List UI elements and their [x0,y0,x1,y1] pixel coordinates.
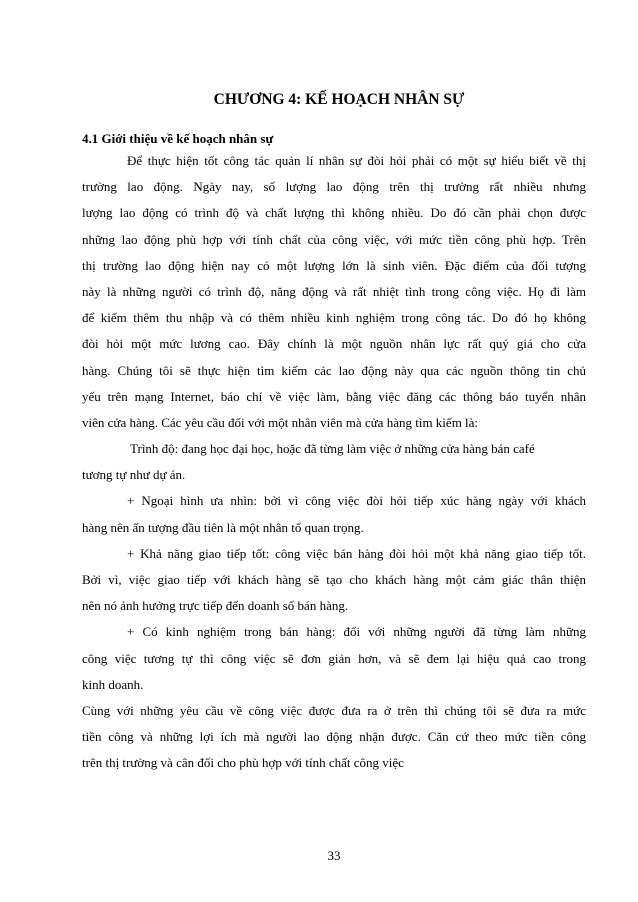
body-text [82,148,586,777]
paragraph-line: trường lao động. Ngày nay, số lượng lao động trên thị trường rất nhiều nhưng [82,179,586,195]
requirement-item: Trình độ: đang học đại học, hoặc đã từng làm việc ở những cửa hàng bán café [130,441,535,457]
requirement-item: + Ngoại hình ưa nhìn: bởi vì công việc đòi hỏi tiếp xúc hàng ngày với khách [127,493,586,509]
paragraph-line: này là những người có trình độ, năng động và rất nhiệt tình trong công việc. Họ đi làm [82,283,586,299]
paragraph-line: hàng. Chúng tôi sẽ thực hiện tìm kiếm các lao động này qua các nguồn thông tin chủ [82,362,586,378]
paragraph-line: tiền công và những lợi ích mà người lao động nhận được. Căn cứ theo mức tiền công [82,729,586,745]
paragraph-line: để kiếm thêm thu nhập và có thêm nhiều kinh nghiệm trong công tác. Do đó họ không [82,310,586,326]
requirement-item: + Khả năng giao tiếp tốt: công việc bán hàng đòi hỏi một khả năng giao tiếp tốt. [127,545,586,561]
paragraph-line: yếu trên mạng Internet, báo chí về việc làm, bằng việc đăng các thông báo tuyển nhân [82,388,586,404]
paragraph-line: nên nó ảnh hưởng trực tiếp đến doanh số bán hàng. [82,598,349,614]
paragraph-line: công việc tương tự thì công việc sẽ đơn giản hơn, và sẽ đem lại hiệu quả cao trong [82,650,586,666]
paragraph-line: viên cửa hàng. Các yêu cầu đối với một nhân viên mà cửa hàng tìm kiếm là: [82,414,479,430]
section-heading: 4.1 Giới thiệu về kế hoạch nhân sự [82,131,274,146]
paragraph-line: lượng lao động có trình độ và chất lượng thì không nhiều. Do đó cần phải chọn được [82,205,586,221]
paragraph-line: Để thực hiện tốt công tác quản lí nhân sự đòi hỏi phải có một sự hiểu biết về thị [127,153,586,168]
page-number: 33 [327,848,341,863]
paragraph-line: trên thị trường và cân đối cho phù hợp với tính chất công việc [82,755,404,771]
chapter-title: CHƯƠNG 4: KẾ HOẠCH NHÂN SỰ [213,91,465,108]
paragraph-line: Bởi vì, việc giao tiếp với khách hàng sẽ tạo cho khách hàng một cảm giác thân thiện [82,572,586,587]
paragraph-line: hàng nên ấn tượng đầu tiên là một nhân tố quan trọng. [82,519,364,535]
paragraph-line: những lao động phù hợp với tính chất của công việc, với mức tiền công phù hợp. Trên [82,231,586,247]
paragraph-line: tương tự như dự án. [82,467,186,483]
requirement-item: + Có kinh nghiệm trong bán hàng: đối với những người đã từng làm những [127,624,586,640]
paragraph-line: kinh doanh. [82,676,144,692]
paragraph-line: Cùng với những yêu cầu về công việc được đưa ra ở trên thì chúng tôi sẽ đưa ra mức [82,702,586,718]
paragraph-line: đòi hỏi một mức lương cao. Đây chính là một nguồn nhân lực rất quý giá cho cửa [82,336,586,352]
paragraph-line: thị trường lao động hiện nay có một lượng lớn là sinh viên. Đặc điểm của đối tượng [82,257,586,273]
